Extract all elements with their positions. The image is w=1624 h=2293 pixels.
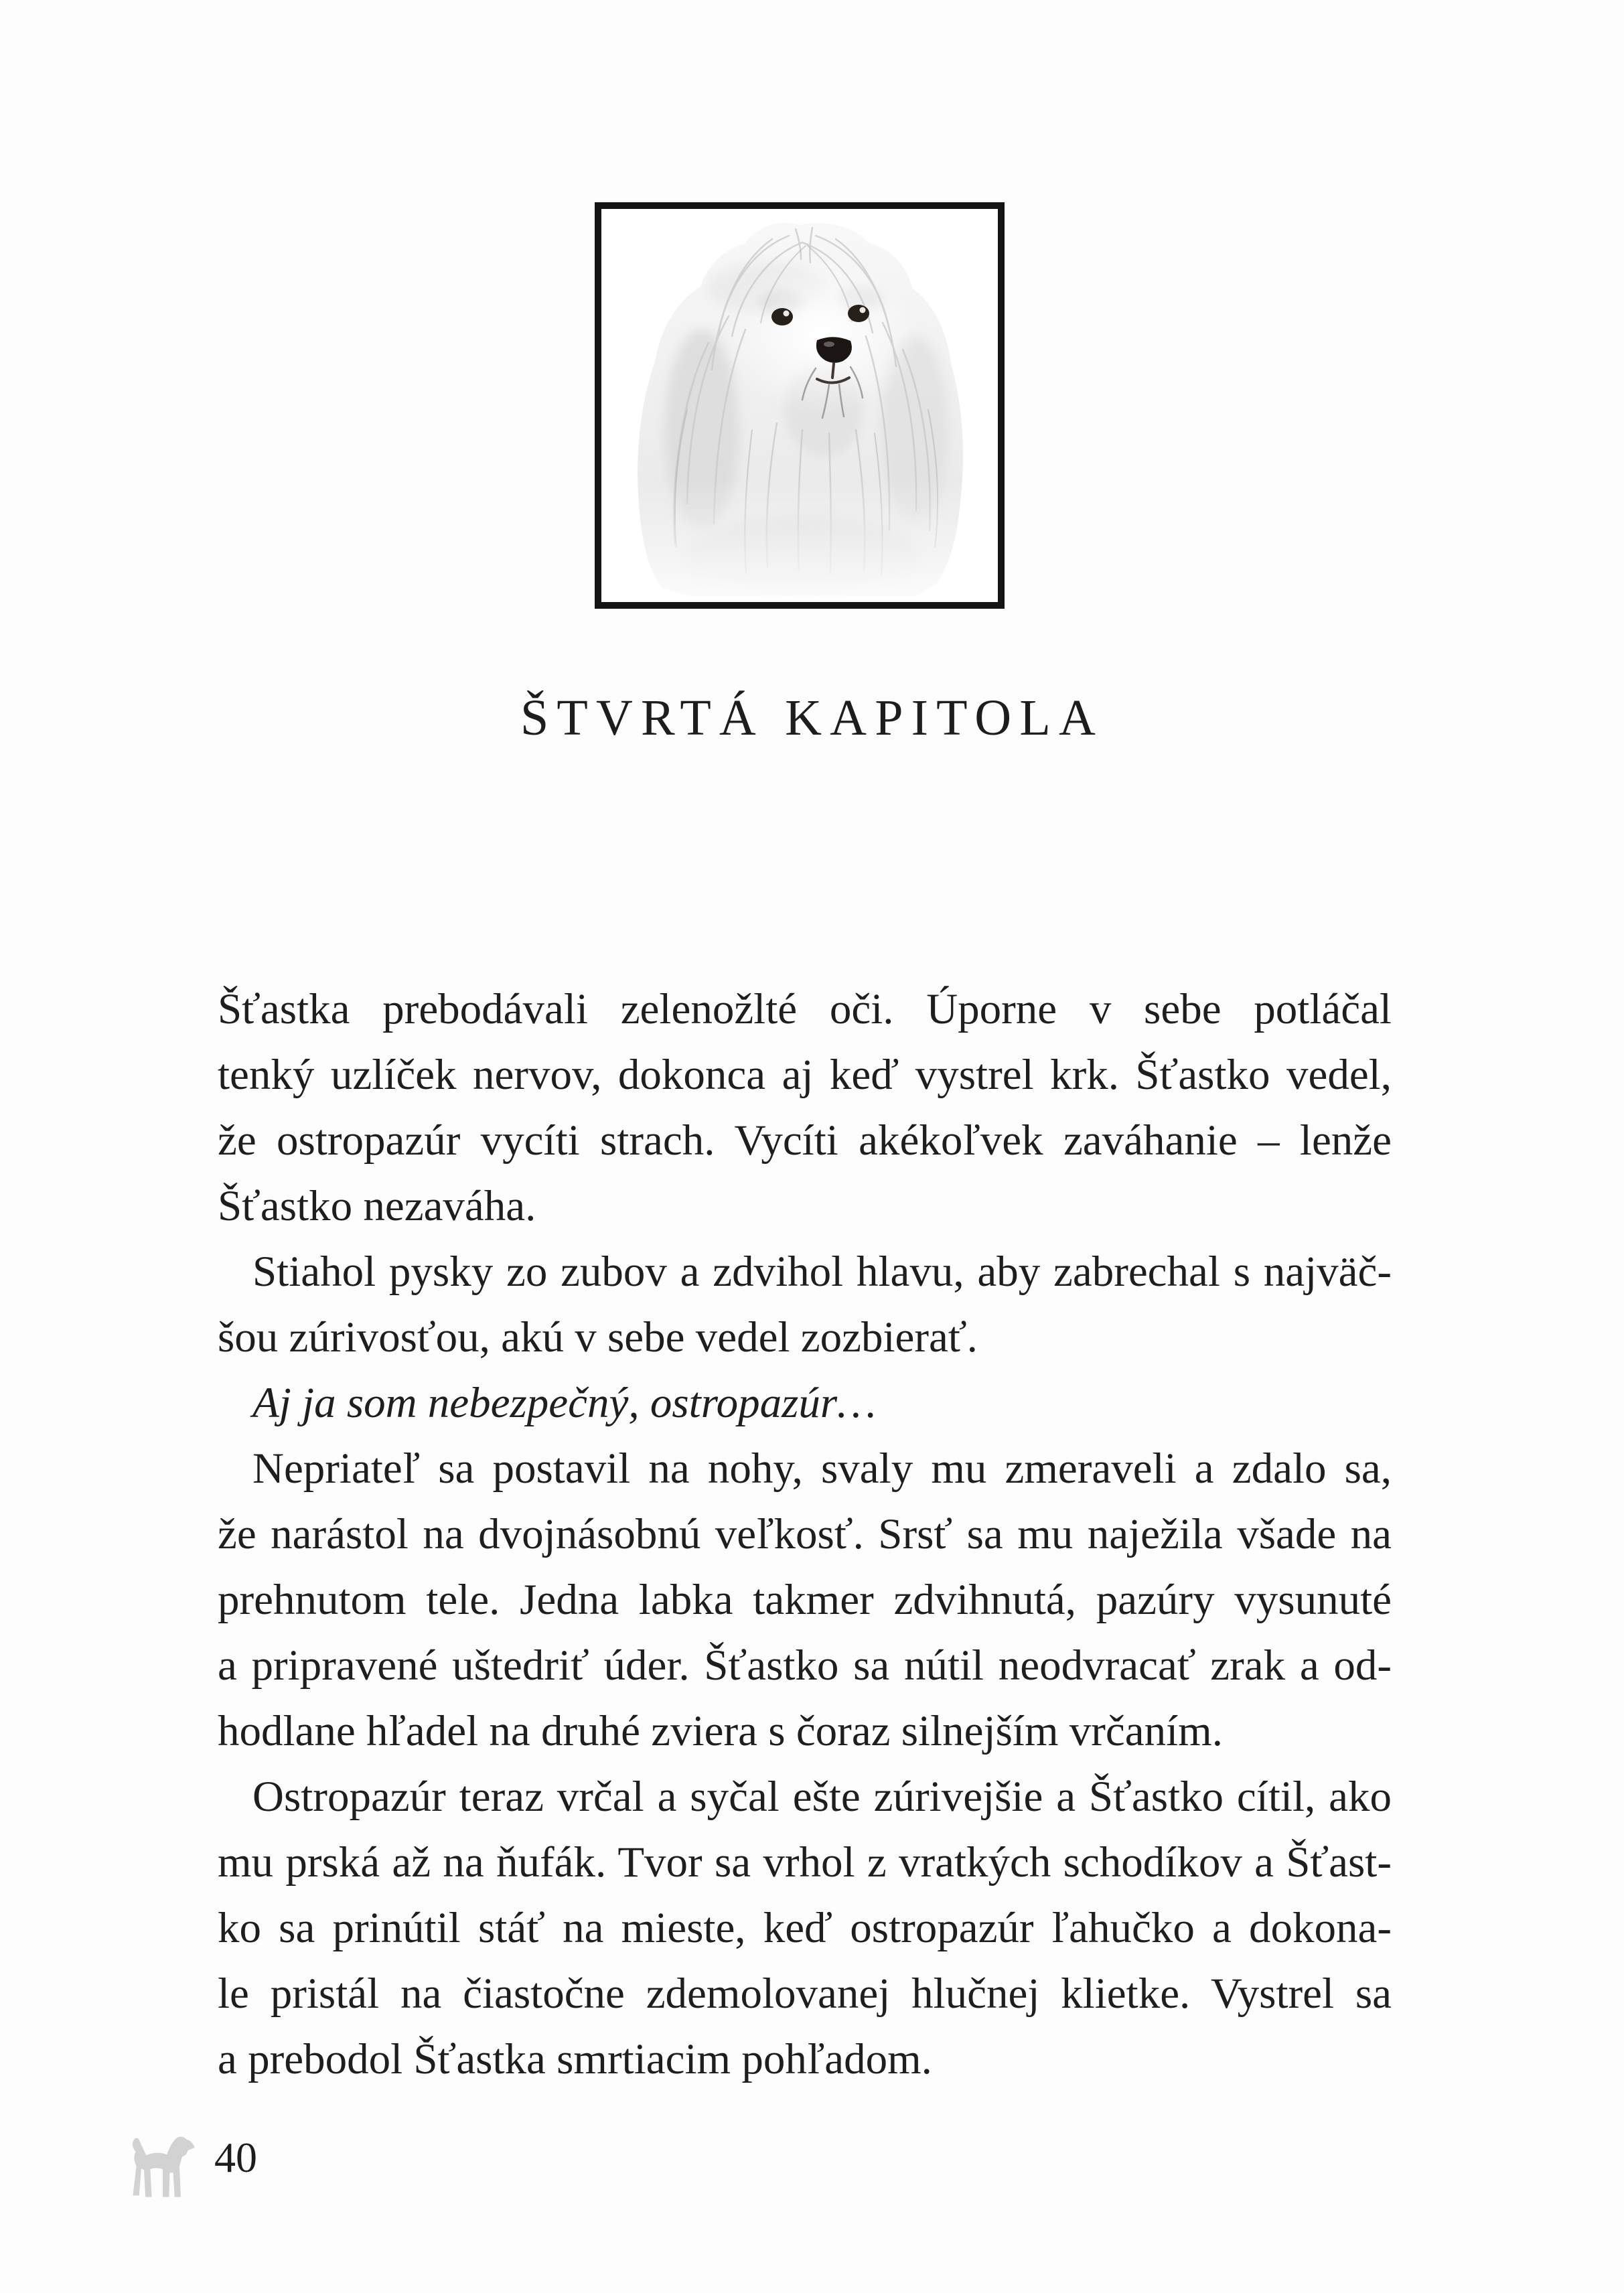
text-line: Aj ja som nebezpečný, ostropazúr… bbox=[252, 1379, 876, 1427]
text-line: a prebodol Šťastka smrtiacim pohľadom. bbox=[218, 2035, 932, 2083]
chapter-title: ŠTVRTÁ KAPITOLA bbox=[520, 690, 1104, 746]
text-line: ko sa prinútil stáť na mieste, keď ostropazúr ľahučko a dokona- bbox=[218, 1904, 1392, 1952]
dog-portrait-drawing bbox=[601, 209, 998, 602]
page-number: 40 bbox=[214, 2134, 257, 2181]
text-line: šou zúrivosťou, akú v sebe vedel zozbierať. bbox=[218, 1313, 978, 1361]
text-line: Ostropazúr teraz vrčal a syčal ešte zúrivejšie a Šťastko cítil, ako bbox=[252, 1773, 1392, 1821]
text-line: Šťastka prebodávali zelenožlté oči. Úporne v sebe potláčal bbox=[218, 985, 1392, 1033]
text-line: že ostropazúr vycíti strach. Vycíti akékoľvek zaváhanie – lenže bbox=[218, 1116, 1392, 1165]
text-line: prehnutom tele. Jedna labka takmer zdvihnutá, pazúry vysunuté bbox=[218, 1576, 1392, 1624]
chapter-illustration-frame bbox=[595, 202, 1005, 609]
body-text bbox=[218, 976, 1392, 2092]
text-line: hodlane hľadel na druhé zviera s čoraz silnejším vrčaním. bbox=[218, 1707, 1223, 1755]
text-line: Nepriateľ sa postavil na nohy, svaly mu zmeraveli a zdalo sa, bbox=[252, 1445, 1392, 1493]
text-line: a pripravené uštedriť úder. Šťastko sa nútil neodvracať zrak a od- bbox=[218, 1641, 1392, 1690]
text-line: tenký uzlíček nervov, dokonca aj keď vystrel krk. Šťastko vedel, bbox=[218, 1051, 1392, 1099]
text-line: mu prská až na ňufák. Tvor sa vrhol z vratkých schodíkov a Šťast- bbox=[218, 1838, 1392, 1887]
text-line: Stiahol pysky zo zubov a zdvihol hlavu, aby zabrechal s najväč- bbox=[252, 1248, 1392, 1296]
dog-silhouette-icon bbox=[127, 2130, 197, 2205]
text-line: le pristál na čiastočne zdemolovanej hlučnej klietke. Vystrel sa bbox=[218, 1970, 1392, 2018]
text-line: Šťastko nezaváha. bbox=[218, 1182, 536, 1230]
text-line: že narástol na dvojnásobnú veľkosť. Srsť sa mu naježila všade na bbox=[218, 1510, 1392, 1558]
